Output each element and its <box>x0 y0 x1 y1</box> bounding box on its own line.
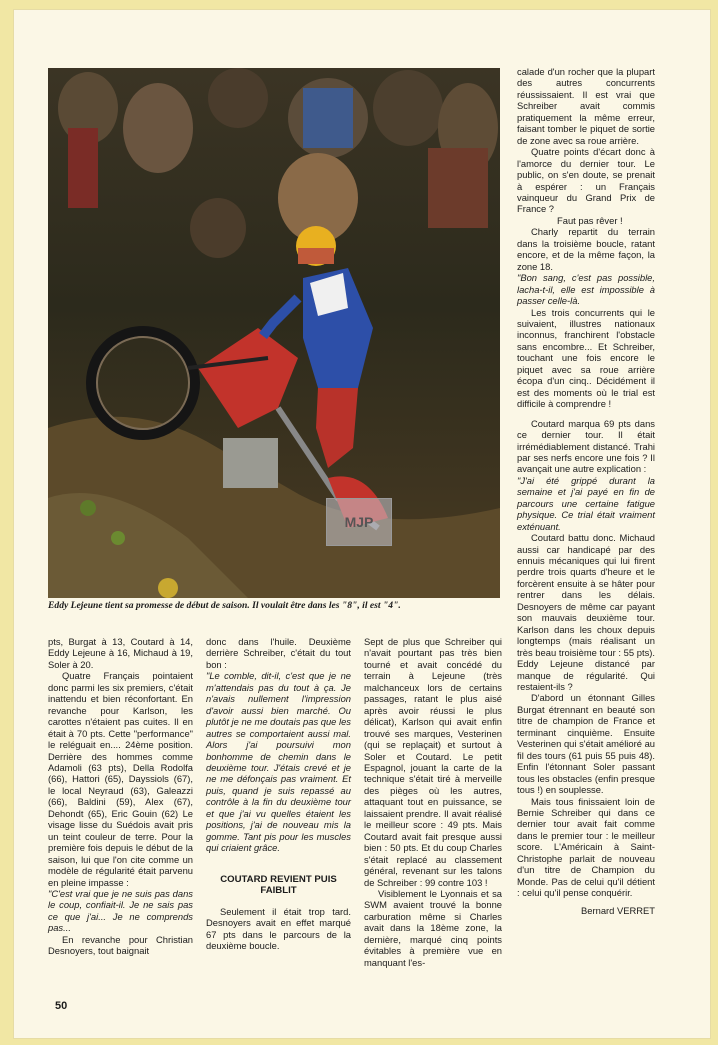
quote-paragraph: "Le comble, dit-il, c'est que je ne m'attendais pas du tout à ça. Je n'avais nullement l'impression d'avoir aussi bien marché. Ou plutôt je ne me doutais pas que les autres se comportaient aussi mal. Alors j'ai poursuivi mon bonhomme de chemin dans le deuxième tour. J'étais crevé et je ne me défonçais pas vraiment. Et puis, quand je suis repassé au contrôle à la fin du deuxième tour et que j'ai vu quelles étaient les positions, j'ai de nouveau mis la gomme. Tant pis pour les muscles qui criaient grâce. <box>206 670 351 854</box>
author-signature: Bernard VERRET <box>581 904 655 916</box>
photo-illustration <box>48 68 500 598</box>
article-column-1 <box>48 636 193 957</box>
paragraph: pts, Burgat à 13, Coutard à 14, Eddy Lejeune à 16, Michaud à 19, Soler à 20. <box>48 636 193 670</box>
paragraph: Visiblement le Lyonnais et sa SWM avaient trouvé la bonne carburation même si Charles avait dans la 18ème zone, la dernière, marqué cinq points évitables à première vue en manquant l'es- <box>364 887 502 968</box>
paragraph: Quatre Français pointaient donc parmi les six premiers, c'était inattendu et bien réconfortant. En revanche pour Karlson, les carottes n'étaient pas cuites. Il en était à 70 pts. Cette "performance" le reléguait en.... 24ème position. Derrière des hommes comme Adamoli (63 pts), Della Rodolfa (66), Hattori (65), Dayssiols (67), le local Neyraud (63), Galeazzi (66), Baldini (59), Alex (67), Dehondt (65), Eric Gouin (62) Le visage lisse du Suédois avait pris un teint couleur de terre. Pour la première fois depuis le début de la saison, lui que l'on cite comme un modèle de régularité était parvenu en pleine impasse : <box>48 670 193 888</box>
article-column-2 <box>206 636 351 951</box>
photo-caption: Eddy Lejeune tient sa promesse de début de saison. Il voulait être dans les "8", il est "4". <box>48 600 401 611</box>
paragraph: Coutard battu donc. Michaud aussi car handicapé par des ennuis mécaniques qui lui firent perdre trois quarts d'heure et le forcèrent ensuite à se hâter pour rentrer dans les délais. Desnoyers de même car payant son mauvais deuxième tour. Karlson dans les choux depuis longtemps (mais réalisant un très beau troisième tour : 55 pts). Eddy Lejeune distancé par manque de régularité. Qui restaient-ils ? <box>517 532 655 693</box>
page-number: 50 <box>55 1000 68 1012</box>
quote-paragraph: "J'ai été grippé durant la semaine et j'ai payé en fin de parcours une certaine fatigue physique. Ce trial était vraiment exténuant. <box>517 474 655 532</box>
paragraph: Les trois concurrents qui le suivaient, illustres nationaux inconnus, franchirent l'obstacle sans encombre... Et Schreiber, touchant une fois encore le piquet avec sa roue arrière écopa d'un cinq.. Décidément il est des moments où le trial est difficile à comprendre ! <box>517 306 655 410</box>
watermark-logo: MJP <box>326 498 392 546</box>
quote-paragraph: "C'est vrai que je ne suis pas dans le coup, confiait-il. Je ne sais pas ce que j'ai... Je ne comprends pas... <box>48 887 193 934</box>
paragraph: Charly repartit du terrain dans la troisième boucle, ratant encore, et de la même façon, la zone 18. <box>517 226 655 272</box>
paragraph: calade d'un rocher que la plupart des autres concurrents réussissaient. Il est vrai que Schreiber avait commis pratiquement la même erreur, faisant tomber le piquet de sortie de zone avec sa roue arrière. <box>517 66 655 146</box>
paragraph: D'abord un étonnant Gilles Burgat étrennant en beauté son titre de champion de France et terminant cinquième. Ensuite Vesterinen qui s'était amélioré au fil des tours (61 puis 55 puis 48). Enfin l'étonnant Soler passant tous les obstacles (enfin presque tous !) en souplesse. <box>517 692 655 796</box>
article-column-right <box>517 66 655 916</box>
trial-rider-photo <box>48 68 500 598</box>
paragraph: Mais tous finissaient loin de Bernie Schreiber qui dans ce dernier tour avait fait comme dans le premier tour : le meilleur score. L'Américain à Saint-Christophe parlait de nouveau d'un titre de Champion du Monde. Pas de celui qu'il détient : celui qu'il pense conquérir. <box>517 795 655 899</box>
paragraph: Coutard marqua 69 pts dans ce dernier tour. Il était irrémédiablement distancé. Trahi par ses nerfs encore une fois ? Il avançait une autre explication : <box>517 417 655 475</box>
paragraph: Seulement il était trop tard. Desnoyers avait en effet marqué 67 pts dans le parcours de la deuxième boucle. <box>206 905 351 951</box>
paragraph: donc dans l'huile. Deuxième derrière Schreiber, c'était du tout bon : <box>206 636 351 670</box>
paragraph: Faut pas rêver ! <box>557 214 623 226</box>
section-heading: COUTARD REVIENT PUIS FAIBLIT <box>220 873 337 896</box>
quote-paragraph: "Bon sang, c'est pas possible, lacha-t-il, elle est impossible à passer celle-là. <box>517 272 655 307</box>
paragraph: Quatre points d'écart donc à l'amorce du dernier tour. Le public, on s'en doute, se prenait à espérer : un Français vainqueur du Grand Prix de France ? <box>517 146 655 215</box>
paragraph: Sept de plus que Schreiber qui n'avait pourtant pas très bien tourné et avait concédé du terrain à Lejeune (très malchanceux lors de certains passages, ratant le plus aisé après avoir réussi le plus délicat), Karlson qui avait enfin trouvé ses marques, Vesterinen (qui se replaçait) et surtout à Soler et Coutard. Le petit Espagnol, jouant la carte de la technique s'était tiré à merveille des pièges où les autres, attaquant tout en puissance, se laissaient prendre. Il avait réalisé le meilleur score : 49 pts. Mais Coutard avait fait presque aussi bien : 50 pts. Et du coup Charles s'était replacé au classement général, revenant sur les talons de Schreiber : 99 contre 103 ! <box>364 636 502 888</box>
article-column-3 <box>364 636 502 968</box>
paragraph: En revanche pour Christian Desnoyers, tout baignait <box>48 933 193 957</box>
